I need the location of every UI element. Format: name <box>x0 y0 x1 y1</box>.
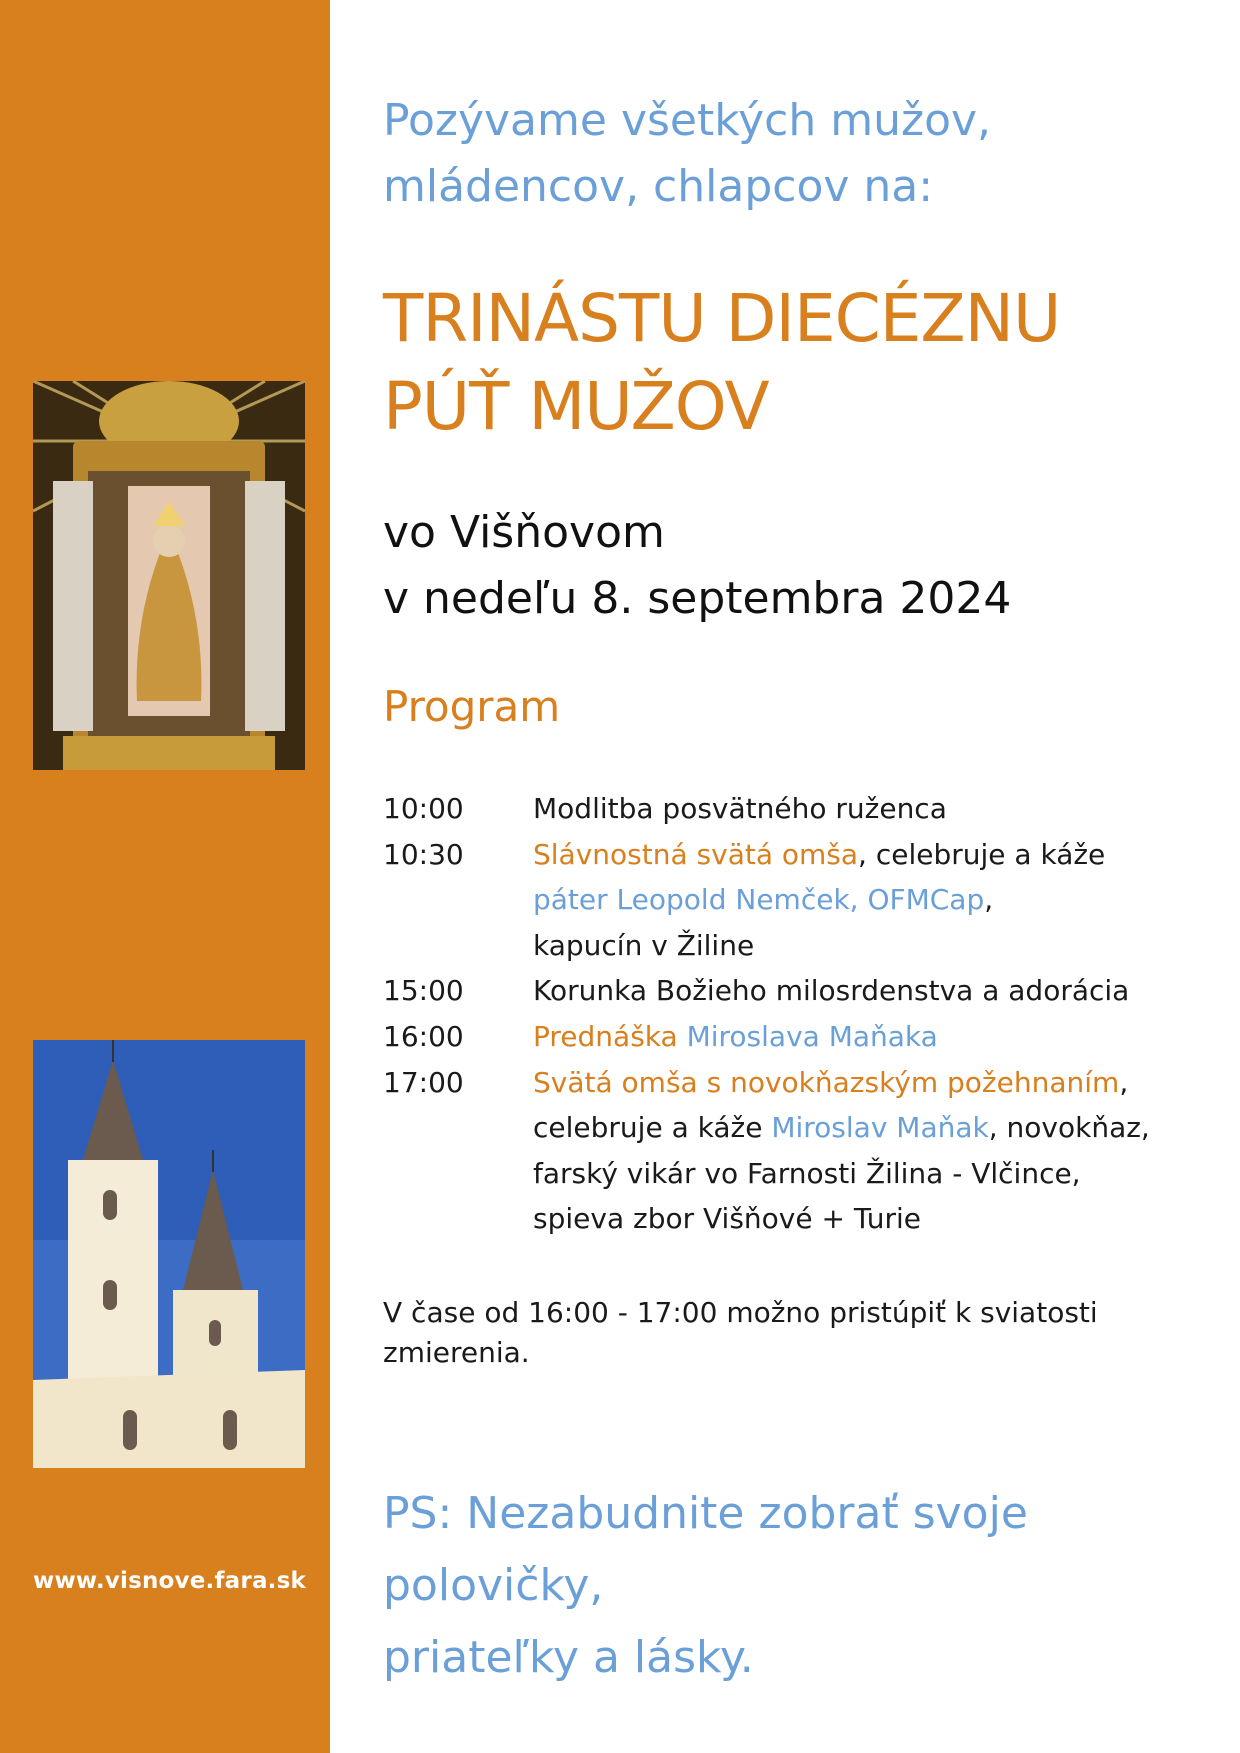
event-date: v nedeľu 8. septembra 2024 <box>383 573 1012 624</box>
church-towers-image <box>33 1040 305 1468</box>
event-place: vo Višňovom <box>383 507 665 558</box>
schedule-desc <box>533 1060 1203 1242</box>
schedule-time: 10:00 <box>383 792 464 825</box>
highlight-text: Prednáška <box>533 1019 678 1053</box>
title-line: PÚŤ MUŽOV <box>383 368 769 445</box>
ps-note <box>383 1478 1223 1694</box>
schedule-desc <box>533 1014 1203 1060</box>
schedule-time: 10:30 <box>383 837 464 871</box>
program-schedule <box>383 786 1203 1242</box>
schedule-row <box>383 1014 1203 1060</box>
website-url: www.visnove.fara.sk <box>33 1568 306 1594</box>
invitation-line: mládencov, chlapcov na: <box>383 161 934 212</box>
schedule-row <box>383 832 1203 969</box>
schedule-desc <box>533 832 1203 969</box>
schedule-desc: Modlitba posvätného ruženca <box>533 792 947 825</box>
desc-text: spieva zbor Višňové + Turie <box>533 1202 921 1236</box>
desc-text: celebruje a káže <box>533 1111 772 1145</box>
invitation-line: Pozývame všetkých mužov, <box>383 95 992 146</box>
event-title <box>383 275 1213 451</box>
ps-line: PS: Nezabudnite zobrať svoje polovičky, <box>383 1488 1028 1611</box>
ps-line: priateľky a lásky. <box>383 1632 754 1683</box>
schedule-time: 16:00 <box>383 1019 464 1053</box>
desc-text: , <box>1119 1065 1129 1099</box>
celebrant-name: páter Leopold Nemček, OFMCap <box>533 883 985 917</box>
desc-text: kapucín v Žiline <box>533 928 755 962</box>
highlight-text: Svätá omša s novokňazským požehnaním <box>533 1065 1120 1099</box>
invitation-text <box>383 88 1203 220</box>
highlight-text: Slávnostná svätá omša <box>533 837 859 871</box>
program-heading: Program <box>383 682 561 731</box>
schedule-row <box>383 1060 1203 1242</box>
schedule-time: 15:00 <box>383 974 464 1008</box>
schedule-desc: Korunka Božieho milosrdenstva a adorácia <box>533 974 1130 1008</box>
schedule-time: 17:00 <box>383 1065 464 1099</box>
desc-text: farský vikár vo Farnosti Žilina - Vlčince, <box>533 1156 1081 1190</box>
speaker-name: Miroslava Maňaka <box>686 1019 938 1053</box>
desc-text: , celebruje a káže <box>858 837 1106 871</box>
orange-sidebar <box>0 0 330 1753</box>
shrine-madonna-image <box>33 381 305 770</box>
title-line: TRINÁSTU DIECÉZNU <box>383 280 1061 357</box>
schedule-row <box>383 968 1203 1014</box>
schedule-row <box>383 786 1203 832</box>
desc-text: , novokňaz, <box>988 1111 1150 1145</box>
celebrant-name: Miroslav Maňak <box>771 1111 989 1145</box>
desc-text: , <box>984 883 994 917</box>
event-place-date <box>383 500 1213 632</box>
confession-note: V čase od 16:00 - 17:00 možno pristúpiť k sviatosti zmierenia. <box>383 1296 1098 1369</box>
